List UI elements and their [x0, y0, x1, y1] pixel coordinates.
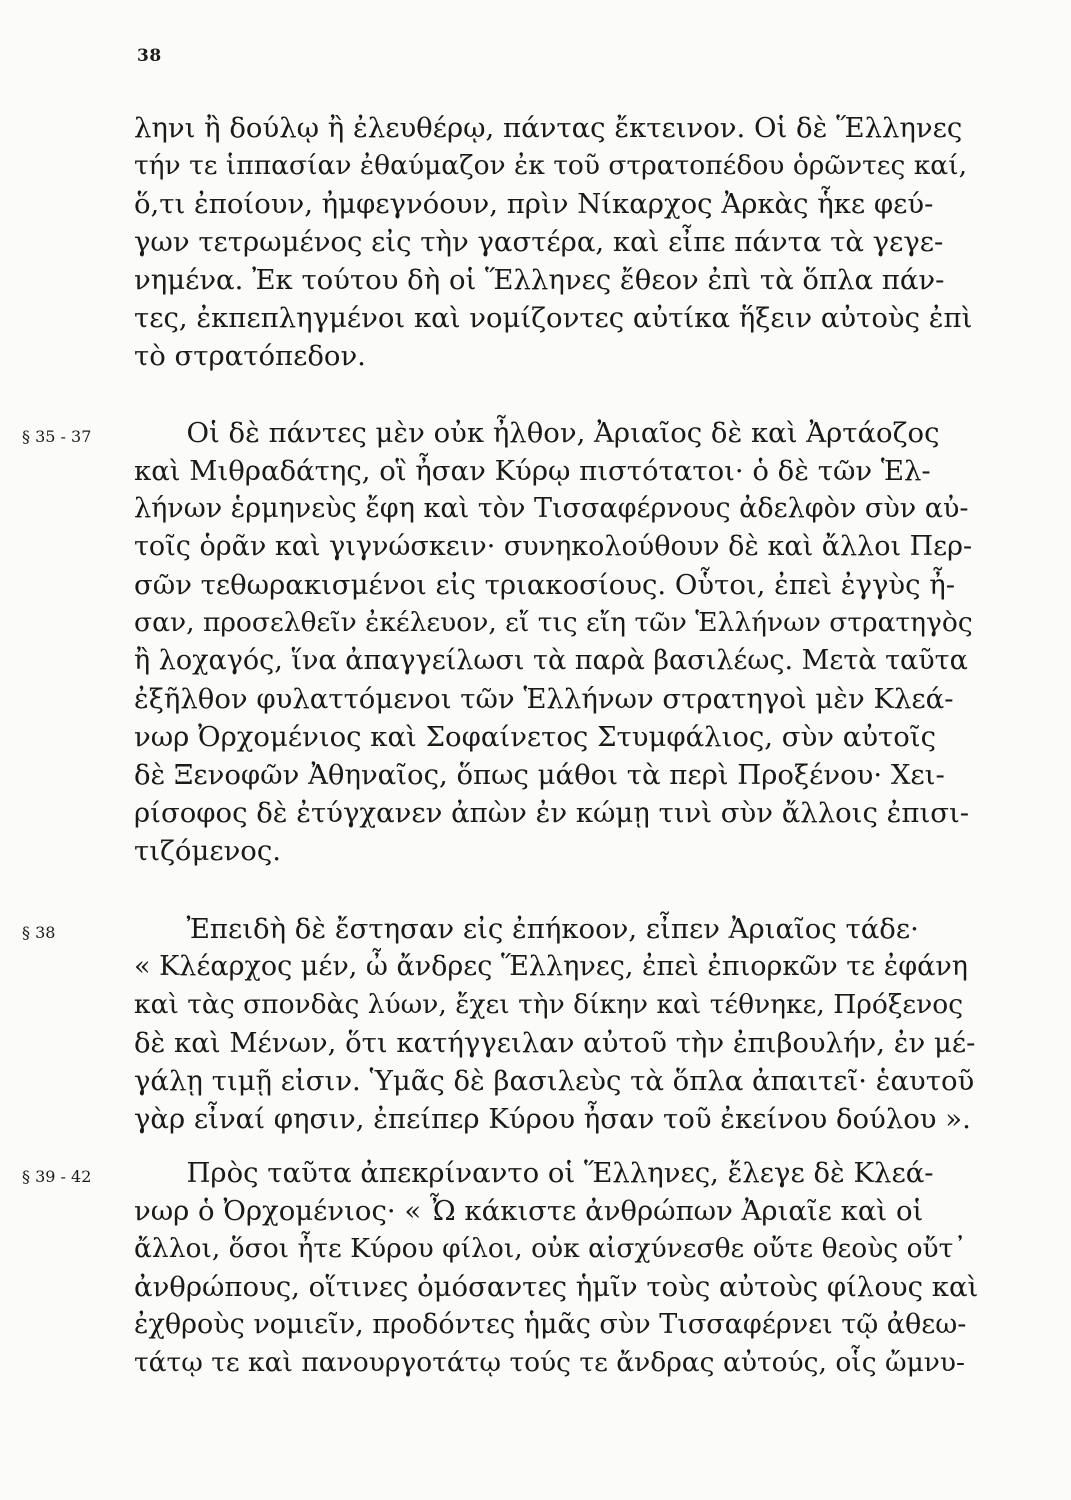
text-line: τες, ἐκπεπληγμένοι καὶ νομίζοντες αὐτίκα ἥξειν αὐτοὺς ἐπὶ [134, 302, 973, 334]
text-line: τιζόμενος. [134, 835, 281, 867]
page-number: 38 [137, 46, 162, 66]
text-line: Οἱ δὲ πάντες μὲν οὐκ ἦλθον, Ἀριαῖος δὲ καὶ Ἀρτάοζος [134, 417, 940, 449]
text-line: ἄλλοι, ὅσοι ἦτε Κύρου φίλοι, οὐκ αἰσχύνεσθε οὔτε θεοὺς οὔτ᾽ [134, 1233, 967, 1264]
text-line: ἐχθροὺς νομιεῖν, προδόντες ἡμᾶς σὺν Τισσαφέρνει τῷ ἀθεω- [134, 1309, 967, 1340]
text-line: καὶ Μιθραδάτης, οἳ ἦσαν Κύρῳ πιστότατοι· ὁ δὲ τῶν Ἑλ- [134, 455, 931, 487]
text-line: ἢ λοχαγός, ἵνα ἀπαγγείλωσι τὰ παρὰ βασιλέως. Μετὰ ταῦτα [134, 645, 968, 676]
text-line: τάτῳ τε καὶ πανουργοτάτῳ τούς τε ἄνδρας αὐτούς, οἷς ὤμνυ- [134, 1347, 965, 1378]
text-line: δὲ καὶ Μένων, ὅτι κατήγγειλαν αὐτοῦ τὴν ἐπιβουλήν, ἐν μέ- [134, 1027, 976, 1059]
text-line: νημένα. Ἐκ τούτου δὴ οἱ Ἕλληνες ἔθεον ἐπὶ τὰ ὅπλα πάν- [134, 264, 945, 296]
text-line: νωρ Ὀρχομένιος καὶ Σοφαίνετος Στυμφάλιος, σὺν αὐτοῖς [134, 721, 936, 753]
text-line: ληνι ἢ δούλῳ ἢ ἐλευθέρῳ, πάντας ἔκτεινον. Οἱ δὲ Ἕλληνες [134, 112, 963, 144]
text-line: τὸ στρατόπεδον. [134, 340, 366, 372]
text-line: Πρὸς ταῦτα ἀπεκρίναντο οἱ Ἕλληνες, ἔλεγε δὲ Κλεά- [134, 1157, 934, 1189]
text-line: « Κλέαρχος μέν, ὦ ἄνδρες Ἕλληνες, ἐπεὶ ἐπιορκῶν τε ἐφάνη [134, 951, 968, 982]
text-line: γάλῃ τιμῇ εἰσιν. Ὑμᾶς δὲ βασιλεὺς τὰ ὅπλα ἀπαιτεῖ· ἑαυτοῦ [134, 1065, 975, 1097]
section-ref: § 35 - 37 [22, 427, 92, 446]
section-ref: § 39 - 42 [22, 1167, 92, 1186]
text-line: Ἐπειδὴ δὲ ἔστησαν εἰς ἐπήκοον, εἶπεν Ἀριαῖος τάδε· [134, 913, 919, 945]
text-line: ρίσοφος δὲ ἐτύγχανεν ἀπὼν ἐν κώμῃ τινὶ σὺν ἄλλοις ἐπισι- [134, 797, 970, 829]
text-line: σῶν τεθωρακισμένοι εἰς τριακοσίους. Οὗτοι, ἐπεὶ ἐγγὺς ἦ- [134, 569, 956, 601]
text-line: τοῖς ὁρᾶν καὶ γιγνώσκειν· συνηκολούθουν δὲ καὶ ἄλλοι Περ- [134, 531, 973, 562]
section-ref: § 38 [22, 923, 56, 942]
text-line: σαν, προσελθεῖν ἐκέλευον, εἴ τις εἴη τῶν Ἑλλήνων στρατηγὸς [134, 607, 973, 638]
text-line: τήν τε ἱππασίαν ἐθαύμαζον ἐκ τοῦ στρατοπέδου ὁρῶντες καί, [134, 150, 968, 181]
text-line: δὲ Ξενοφῶν Ἀθηναῖος, ὅπως μάθοι τὰ περὶ Προξένου· Χει- [134, 759, 945, 791]
text-line: νωρ ὁ Ὀρχομένιος· « Ὦ κάκιστε ἀνθρώπων Ἀριαῖε καὶ οἱ [134, 1195, 924, 1227]
text-line: λήνων ἑρμηνεὺς ἔφη καὶ τὸν Τισσαφέρνους ἀδελφὸν σὺν αὐ- [134, 493, 969, 524]
text-line: γων τετρωμένος εἰς τὴν γαστέρα, καὶ εἶπε πάντα τὰ γεγε- [134, 226, 944, 258]
text-line: ἐξῆλθον φυλαττόμενοι τῶν Ἑλλήνων στρατηγοὶ μὲν Κλεά- [134, 683, 954, 715]
text-line: καὶ τὰς σπονδὰς λύων, ἔχει τὴν δίκην καὶ τέθνηκε, Πρόξενος [134, 989, 964, 1020]
text-line: ὅ,τι ἐποίουν, ἠμφεγνόουν, πρὶν Νίκαρχος Ἀρκὰς ἧκε φεύ- [134, 188, 934, 220]
text-line: γὰρ εἶναί φησιν, ἐπείπερ Κύρου ἦσαν τοῦ ἐκείνου δούλου ». [134, 1103, 971, 1135]
text-line: ἀνθρώπους, οἵτινες ὀμόσαντες ἡμῖν τοὺς αὐτοὺς φίλους καὶ [134, 1271, 979, 1303]
